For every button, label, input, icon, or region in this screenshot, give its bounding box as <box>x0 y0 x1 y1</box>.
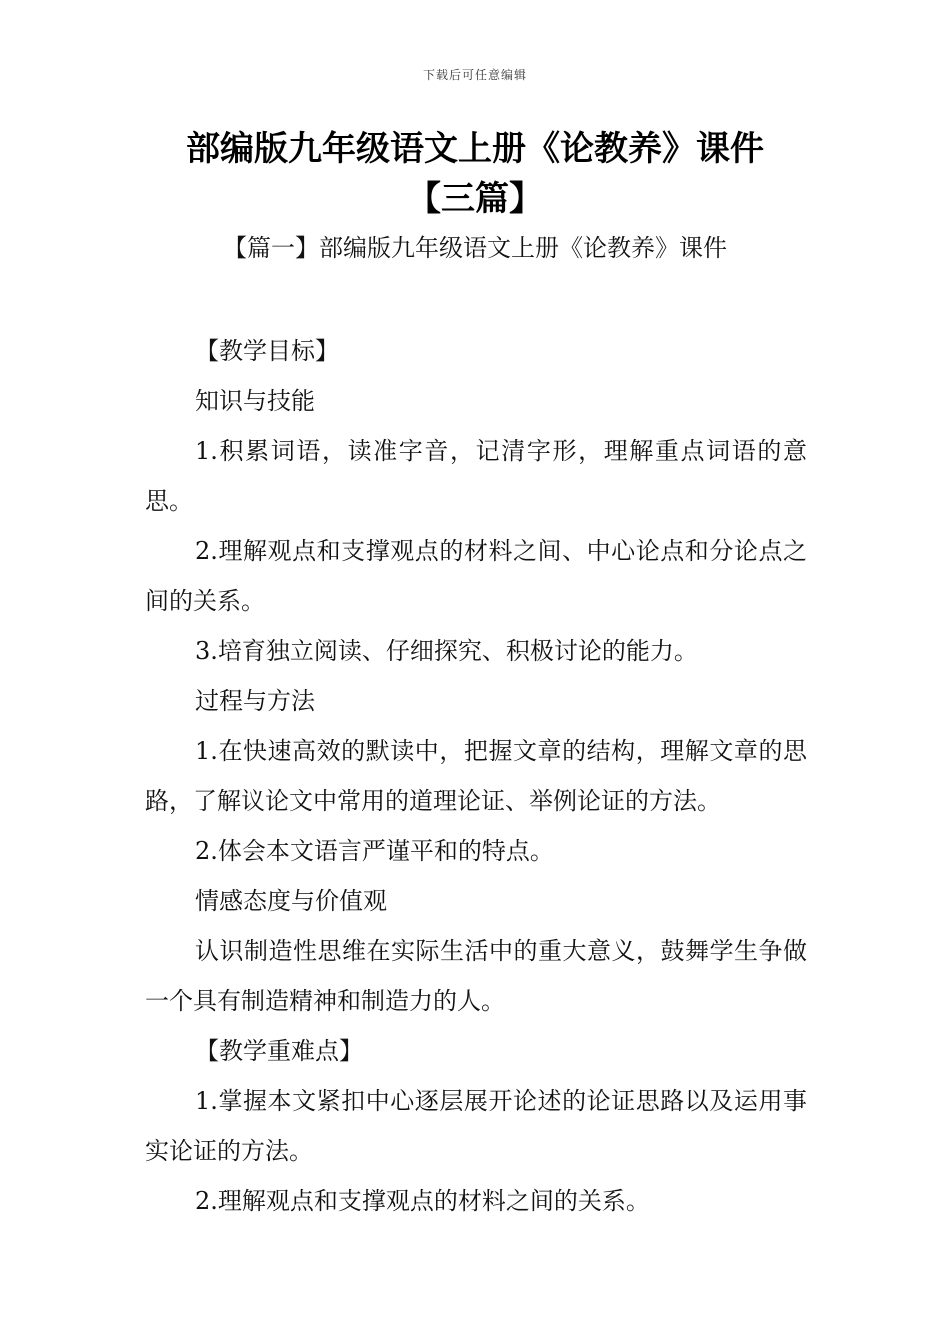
section-label-objectives: 【教学目标】 <box>195 337 339 365</box>
header-note: 下载后可任意编辑 <box>422 68 527 82</box>
paragraph: 认识制造性思维在实际生活中的重大意义，鼓舞学生争做一个具有制造精神和制造力的人。 <box>145 937 807 1015</box>
paragraph: 1.在快速高效的默读中，把握文章的结构，理解文章的思路，了解议论文中常用的道理论证、举例论证的方法。 <box>145 737 807 815</box>
document-title <box>100 124 850 224</box>
section-label-key-points: 【教学重难点】 <box>195 1037 363 1065</box>
paragraph: 1.积累词语，读准字音，记清字形，理解重点词语的意思。 <box>145 437 807 515</box>
document-body <box>145 326 807 1226</box>
title-line-2: 【三篇】 <box>407 179 543 219</box>
subheading-emotion-values: 情感态度与价值观 <box>195 887 387 915</box>
title-line-1: 部编版九年级语文上册《论教养》课件 <box>186 129 764 169</box>
paragraph: 1.掌握本文紧扣中心逐层展开论述的论证思路以及运用事实论证的方法。 <box>145 1087 807 1165</box>
paragraph: 2.体会本文语言严谨平和的特点。 <box>195 837 554 865</box>
subheading-knowledge-skills: 知识与技能 <box>195 387 315 415</box>
section-heading: 【篇一】部编版九年级语文上册《论教养》课件 <box>223 234 727 262</box>
paragraph: 2.理解观点和支撑观点的材料之间的关系。 <box>195 1187 650 1215</box>
subheading-process-method: 过程与方法 <box>195 687 315 715</box>
paragraph: 3.培育独立阅读、仔细探究、积极讨论的能力。 <box>195 637 698 665</box>
paragraph: 2.理解观点和支撑观点的材料之间、中心论点和分论点之间的关系。 <box>145 537 807 615</box>
